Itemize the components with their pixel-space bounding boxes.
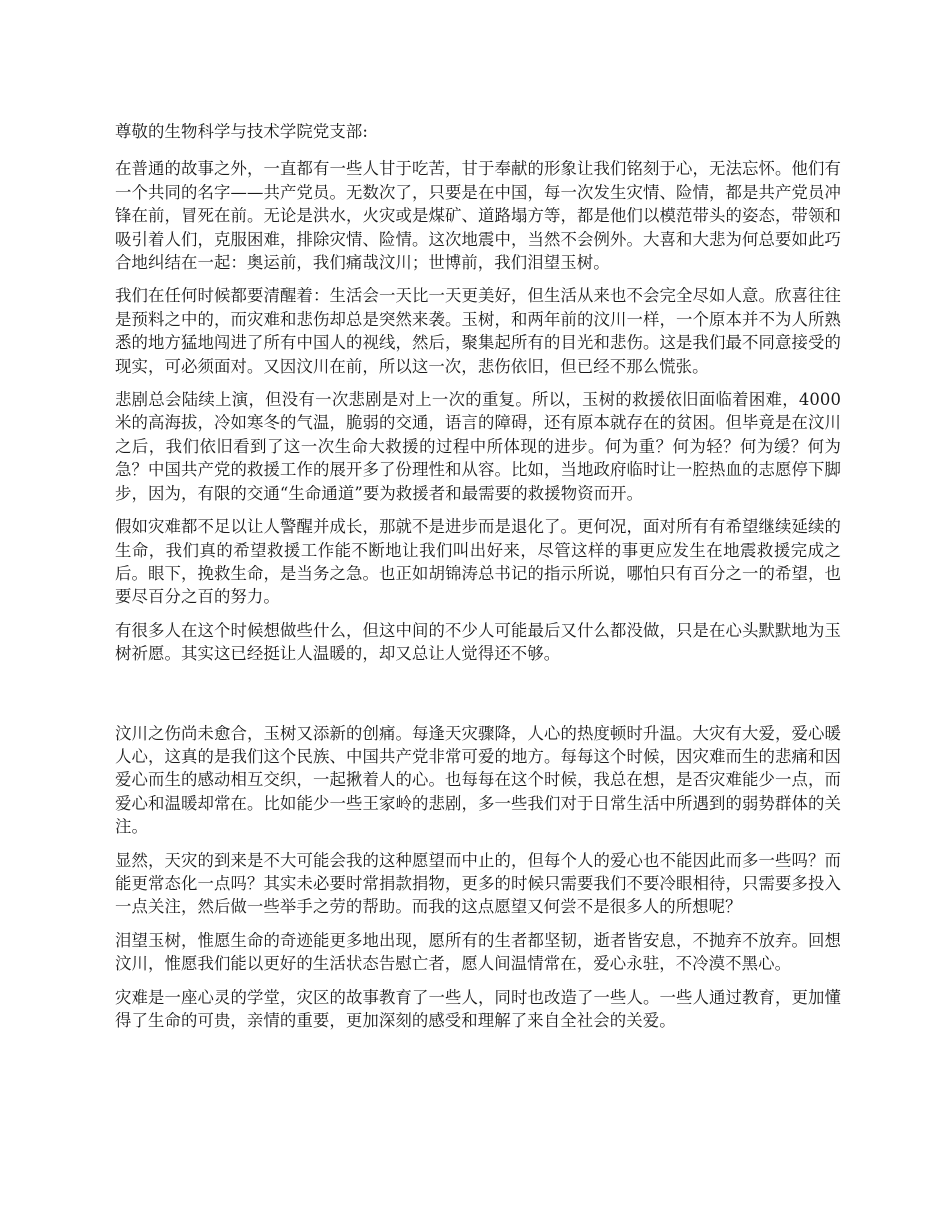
paragraph: 灾难是一座心灵的学堂，灾区的故事教育了一些人，同时也改造了一些人。一些人通过教育，更加懂得了生命的可贵，亲情的重要，更加深刻的感受和理解了来自全社会的关爱。: [115, 987, 841, 1030]
paragraph: 悲剧总会陆续上演，但没有一次悲剧是对上一次的重复。所以，玉树的救援依旧面临着困难，4000米的高海拔，冷如寒冬的气温，脆弱的交通，语言的障碍，还有原本就存在的贫困。但毕竟是在汶川之后，我们依旧看到了这一次生命大救援的过程中所体现的进步。何为重？何为轻？何为缓？何为急？中国共产党的救援工作的展开多了份理性和从容。比如，当地政府临时让一腔热血的志愿停下脚步，因为，有限的交通“生命通道”要为救援者和最需要的救援物资而开。: [115, 390, 841, 503]
section-spacer: [115, 676, 841, 722]
paragraph: 泪望玉树，惟愿生命的奇迹能更多地出现，愿所有的生者都坚韧，逝者皆安息，不抛弃不放弃。回想汶川，惟愿我们能以更好的生活状态告慰亡者，愿人间温情常在，爱心永驻，不冷漠不黑心。: [115, 930, 841, 974]
paragraph: 汶川之伤尚未愈合，玉树又添新的创痛。每逢天灾骤降，人心的热度顿时升温。大灾有大爱，爱心暖人心，这真的是我们这个民族、中国共产党非常可爱的地方。每每这个时候，因灾难而生的悲痛和因爱心而生的感动相互交织，一起揪着人的心。也每每在这个时候，我总在想，是否灾难能少一点，而爱心和温暖却常在。比如能少一些王家岭的悲剧，多一些我们对于日常生活中所遇到的弱势群体的关注。: [115, 723, 841, 837]
salutation: 尊敬的生物科学与技术学院党支部:: [115, 122, 368, 141]
paragraph: 我们在任何时候都要清醒着：生活会一天比一天更美好，但生活从来也不会完全尽如人意。欣喜往往是预料之中的，而灾难和悲伤却总是突然来袭。玉树，和两年前的汶川一样，一个原本并不为人所熟悉的地方猛地闯进了所有中国人的视线，然后，聚集起所有的目光和悲伤。这是我们最不同意接受的现实，可必须面对。又因汶川在前，所以这一次，悲伤依旧，但已经不那么慌张。: [115, 286, 841, 376]
paragraph: 显然，天灾的到来是不大可能会我的这种愿望而中止的，但每个人的爱心也不能因此而多一些吗？而能更常态化一点吗？其实未必要时常捐款捐物，更多的时候只需要我们不要冷眼相待，只需要多投入一点关注，然后做一些举手之劳的帮助。而我的这点愿望又何尝不是很多人的所想呢？: [115, 850, 841, 917]
paragraph: 有很多人在这个时候想做些什么，但这中间的不少人可能最后又什么都没做，只是在心头默默地为玉树祈愿。其实这已经挺让人温暖的，却又总让人觉得还不够。: [115, 620, 841, 664]
paragraph: 假如灾难都不足以让人警醒并成长，那就不是进步而是退化了。更何况，面对所有有希望继续延续的生命，我们真的希望救援工作能不断地让我们叫出好来，尽管这样的事更应发生在地震救援完成之后。眼下，挽救生命，是当务之急。也正如胡锦涛总书记的指示所说，哪怕只有百分之一的希望，也要尽百分之百的努力。: [115, 517, 841, 607]
letter-body: [115, 120, 841, 1042]
paragraph: 在普通的故事之外，一直都有一些人甘于吃苦，甘于奉献的形象让我们铭刻于心，无法忘怀。他们有一个共同的名字——共产党员。无数次了，只要是在中国，每一次发生灾情、险情，都是共产党员冲锋在前，冒死在前。无论是洪水，火灾或是煤矿、道路塌方等，都是他们以模范带头的姿态，带领和吸引着人们，克服困难，排除灾情、险情。这次地震中，当然不会例外。大喜和大悲为何总要如此巧合地纠结在一起：奥运前，我们痛哉汶川；世博前，我们泪望玉树。: [115, 159, 841, 273]
